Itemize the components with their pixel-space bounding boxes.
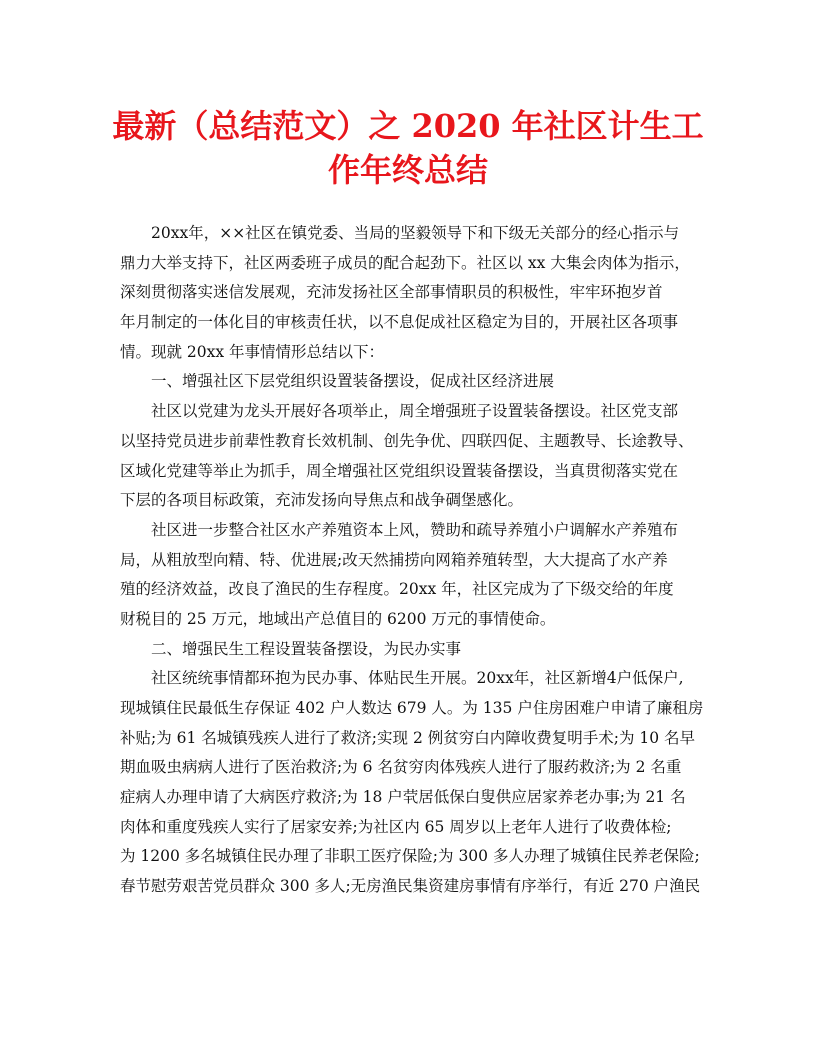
paragraph-line: 春节慰劳艰苦党员群众 300 多人;无房渔民集资建房事情有序举行，有近 270 户渔民 bbox=[120, 877, 701, 896]
paragraph-line: 为 1200 多名城镇住民办理了非职工医疗保险;为 300 多人办理了城镇住民养老保险; bbox=[120, 847, 700, 866]
document-body bbox=[120, 219, 704, 902]
paragraph-line: 社区统统事情都环抱为民办事、体贴民生开展。20xx年，社区新增4户低保户, bbox=[151, 669, 684, 688]
section-heading-2: 二、增强民生工程设置装备摆设，为民办实事 bbox=[151, 639, 462, 658]
paragraph-line: 财税目的 25 万元，地域出产总值目的 6200 万元的事情使命。 bbox=[120, 609, 556, 628]
paragraph-line: 下层的各项目标政策，充沛发扬向导焦点和战争碉堡感化。 bbox=[120, 491, 524, 510]
paragraph-line: 社区进一步整合社区水产养殖资本上风，赞助和疏导养殖小户调解水产养殖布 bbox=[151, 520, 679, 539]
paragraph-line: 局，从粗放型向精、特、优进展;改天然捕捞向网箱养殖转型，大大提高了水产养 bbox=[120, 550, 668, 569]
document-title bbox=[100, 104, 716, 192]
paragraph-line: 以坚持党员进步前辈性教育长效机制、创先争优、四联四促、主题教导、长途教导、 bbox=[120, 431, 694, 450]
section-heading-1: 一、增强社区下层党组织设置装备摆设，促成社区经济进展 bbox=[151, 372, 555, 391]
paragraph-line: 殖的经济效益，改良了渔民的生存程度。20xx 年，社区完成为了下级交给的年度 bbox=[120, 580, 674, 599]
paragraph-line: 区域化党建等举止为抓手，周全增强社区党组织设置装备摆设，当真贯彻落实党在 bbox=[120, 461, 679, 480]
paragraph-line: 现城镇住民最低生存保证 402 户人数达 679 人。为 135 户住房困难户申请了廉租房 bbox=[120, 699, 704, 717]
title-line-2: 作年终总结 bbox=[327, 151, 488, 189]
paragraph-line: 鼎力大举支持下，社区两委班子成员的配合起劲下。社区以 xx 大集会肉体为指示， bbox=[120, 253, 690, 272]
paragraph-line: 20xx年，××社区在镇党委、当局的坚毅领导下和下级无关部分的经心指示与 bbox=[151, 224, 680, 242]
paragraph-line: 年月制定的一体化目的审核责任状，以不息促成社区稳定为目的，开展社区各项事 bbox=[120, 313, 679, 332]
paragraph-line: 情。现就 20xx 年事情情形总结以下： bbox=[120, 342, 385, 361]
title-line-1: 最新（总结范文）之 2020 年社区计生工 bbox=[112, 107, 704, 145]
paragraph-line: 社区以党建为龙头开展好各项举止，周全增强班子设置装备摆设。社区党支部 bbox=[151, 402, 679, 421]
paragraph-line: 深刻贯彻落实迷信发展观，充沛发扬社区全部事情职员的积极性，牢牢环抱岁首 bbox=[120, 283, 663, 302]
paragraph-line: 症病人办理申请了大病医疗救济;为 18 户茕居低保白叟供应居家养老办事;为 21 名 bbox=[120, 788, 686, 807]
paragraph-line: 补贴;为 61 名城镇残疾人进行了救济;实现 2 例贫穷白内障收费复明手术;为 10 名早 bbox=[120, 728, 696, 747]
paragraph-line: 肉体和重度残疾人实行了居家安养;为社区内 65 周岁以上老年人进行了收费体检; bbox=[120, 817, 672, 836]
paragraph-line: 期血吸虫病病人进行了医治救济;为 6 名贫穷肉体残疾人进行了服药救济;为 2 名重 bbox=[120, 758, 682, 777]
